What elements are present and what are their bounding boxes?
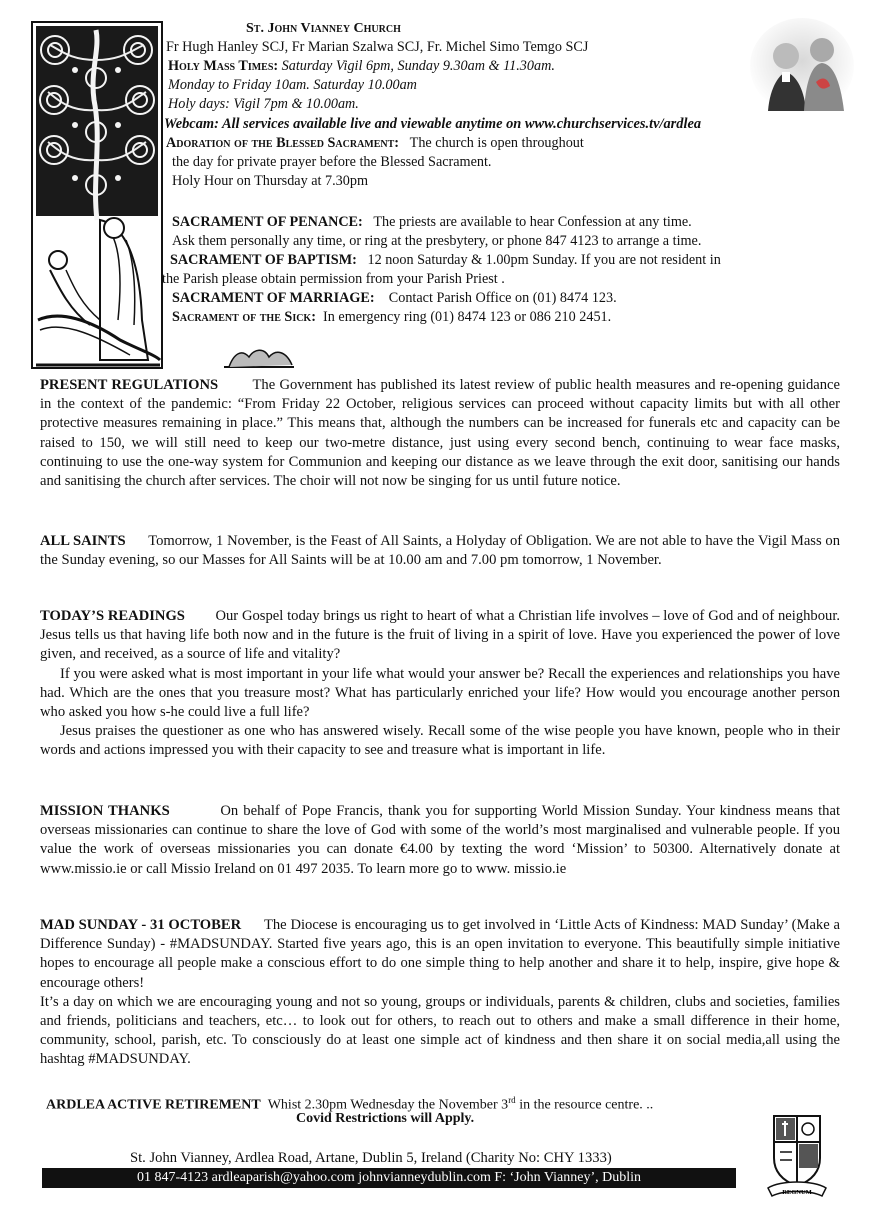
webcam-line: Webcam: All services available live and viewable anytime on www.churchservices.tv/ardlea — [164, 116, 702, 132]
mad-sunday-body-1: The Diocese is encouraging us to get involved in ‘Little Acts of Kindness: MAD Sunday’ (Make a Difference Sunday) - #MADSUNDAY. Started five years ago, this is an open invitation to everyone. This beautifully simple initiative hopes to encourage all people make a conscious effort to do one simple thing to help another and share it to help, inspire, give hope & encourage others! — [40, 917, 840, 991]
regulations-body: The Government has published its latest review of public health measures and re-opening guidance in the context of the pandemic: “From Friday 22 October, religious services can proceed without capacity limits but with all other protective measures remaining in place.” This means that, although the numbers can be increased for funerals etc and capacity can be raised to 150, we will still need to keep our two-metre distance, just using every second bench, continuing to wear face masks, continuing to use the one-way system for Communion and keeping our distance as we leave through the exit door, sanitising our hands and sanitising the church after services. The choir will not now be singing for us until future notice. — [40, 377, 840, 490]
readings-body-3: Jesus praises the questioner as one who has answered wisely. Recall some of the wise people you have known, people who in their words and actions impressed you with their capacity to see and treasure what is important in life. — [40, 723, 840, 759]
holy-hour: Holy Hour on Thursday at 7.30pm — [172, 173, 368, 189]
baptism-text-1: 12 noon Saturday & 1.00pm Sunday. If you are not resident in — [367, 252, 721, 268]
readings-section — [40, 607, 840, 761]
weekday-times: Monday to Friday 10am. Saturday 10.00am — [168, 77, 417, 93]
sick-line — [172, 308, 611, 326]
holy-days: Holy days: Vigil 7pm & 10.00am. — [168, 96, 359, 112]
mission-section — [40, 802, 840, 879]
sick-text: In emergency ring (01) 8474 123 or 086 210 2451. — [323, 309, 612, 325]
crest-motto: REGNUM — [782, 1189, 812, 1196]
saint-portrait-icon — [748, 16, 856, 116]
priests-list: Fr Hugh Hanley SCJ, Fr Marian Szalwa SCJ, Fr. Michel Simo Temgo SCJ — [166, 39, 589, 55]
all-saints-heading: ALL SAINTS — [40, 533, 126, 549]
mad-sunday-section — [40, 916, 840, 1070]
regulations-section — [40, 376, 840, 491]
footer-contact: 01 847-4123 ardleaparish@yahoo.com johnvianneydublin.com F: ‘John Vianney’, Dublin — [42, 1168, 736, 1188]
church-name: St. John Vianney Church — [246, 21, 401, 36]
baptism-label: SACRAMENT OF BAPTISM: — [170, 252, 357, 268]
retirement-heading: ARDLEA ACTIVE RETIREMENT — [46, 1097, 261, 1113]
mad-sunday-body-2: It’s a day on which we are encouraging young and not so young, groups or individuals, parents & children, clubs and societies, families and friends, politicians and teachers, etc… to look out for others, to reach out to others and make a small difference in their home, community, school, parish, etc. To consciously do at least one simple act of kindness and then share it on social media,all using the hashtag #MADSUNDAY. — [40, 993, 840, 1068]
readings-heading: TODAY’S READINGS — [40, 608, 185, 624]
marriage-line — [172, 289, 617, 307]
retirement-body: Whist 2.30pm Wednesday the November 3 — [267, 1097, 509, 1113]
adoration-text-2: the day for private prayer before the Blessed Sacrament. — [172, 154, 492, 170]
adoration-label: Adoration of the Blessed Sacrament: — [166, 135, 400, 151]
mass-times-label: Holy Mass Times: — [168, 58, 279, 74]
foliage-ornament — [224, 345, 294, 369]
penance-line — [172, 213, 692, 231]
mission-heading: MISSION THANKS — [40, 803, 170, 819]
adoration-line — [166, 134, 584, 152]
all-saints-section — [40, 532, 840, 570]
readings-body-1: Our Gospel today brings us right to heart of what a Christian life involves – love of God and of neighbour. Jesus tells us that having life both now and in the future is the fruit of living in a spirit of love. Have you experienced the power of love given, and received, as a source of life and vitality? — [40, 608, 841, 663]
marriage-label: SACRAMENT OF MARRIAGE: — [172, 290, 375, 306]
parish-crest-icon — [762, 1110, 832, 1200]
baptism-text-2: the Parish please obtain permission from your Parish Priest . — [162, 271, 505, 287]
pieta-illustration — [30, 20, 165, 372]
footer-address: St. John Vianney, Ardlea Road, Artane, Dublin 5, Ireland (Charity No: CHY 1333) — [130, 1150, 612, 1166]
regulations-heading: PRESENT REGULATIONS — [40, 377, 219, 393]
mad-sunday-heading: MAD SUNDAY - 31 OCTOBER — [40, 917, 242, 933]
mass-times-line — [168, 57, 555, 75]
sick-label: Sacrament of the Sick: — [172, 309, 316, 325]
penance-text-2: Ask them personally any time, or ring at the presbytery, or phone 847 4123 to arrange a time. — [172, 233, 702, 249]
covid-restrictions: Covid Restrictions will Apply. — [296, 1111, 475, 1126]
penance-label: SACRAMENT OF PENANCE: — [172, 214, 363, 230]
baptism-line — [170, 251, 721, 269]
mission-body: On behalf of Pope Francis, thank you for supporting World Mission Sunday. Your kindness means that overseas missionaries can continue to share the love of God with some of the world’s most marginalised and vulnerable people. If you value the work of overseas missionaries you can donate €4.00 by texting the word ‘Mission’ to 50300. Alternatively donate at www.missio.ie or call Missio Ireland on 01 497 2035. To learn more go to www. missio.ie — [40, 803, 841, 877]
readings-body-2: If you were asked what is most important in your life what would your answer be? Recall the experiences and relationships you have had. Which are the ones that you treasure most? What has particularly enriched your life? How would you encourage another person who asked you how s-he could live a full life? — [40, 665, 840, 721]
mass-times: Saturday Vigil 6pm, Sunday 9.30am & 11.30am. — [281, 58, 555, 74]
marriage-text: Contact Parish Office on (01) 8474 123. — [388, 290, 617, 306]
retirement-body-end: in the resource centre. .. — [515, 1097, 654, 1113]
adoration-text-1: The church is open throughout — [409, 135, 584, 151]
all-saints-body: Tomorrow, 1 November, is the Feast of All Saints, a Holyday of Obligation. We are not able to have the Vigil Mass on the Sunday evening, so our Masses for All Saints will be at 10.00 am and 7.00 pm tomorrow, 1 November. — [40, 533, 841, 569]
penance-text-1: The priests are available to hear Confession at any time. — [373, 214, 692, 230]
retirement-superscript: rd — [508, 1095, 516, 1105]
